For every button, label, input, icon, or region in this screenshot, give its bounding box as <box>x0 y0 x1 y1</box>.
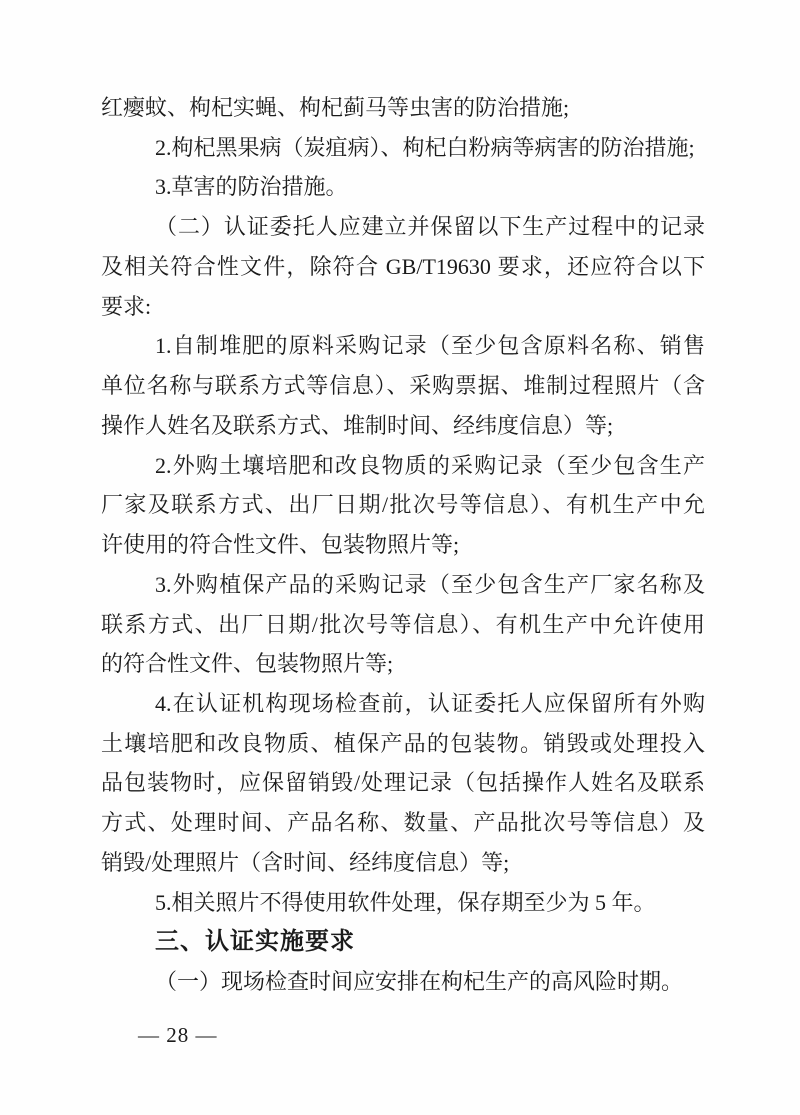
text-line: （二）认证委托人应建立并保留以下生产过程中的记录 <box>155 214 705 240</box>
text-line: 操作人姓名及联系方式、堆制时间、经纬度信息）等; <box>101 412 614 438</box>
text-line: 方式、处理时间、产品名称、数量、产品批次号等信息）及 <box>101 810 705 836</box>
text-line: 土壤培肥和改良物质、植保产品的包装物。销毁或处理投入 <box>101 730 705 756</box>
text-line: 品包装物时，应保留销毁/处理记录（包括操作人姓名及联系 <box>101 770 705 796</box>
text-line: 联系方式、出厂日期/批次号等信息）、有机生产中允许使用 <box>101 611 705 637</box>
text-line: 许使用的符合性文件、包装物照片等; <box>101 532 460 558</box>
text-content <box>101 88 705 1002</box>
text-line: 厂家及联系方式、出厂日期/批次号等信息）、有机生产中允 <box>101 492 705 518</box>
text-line: 要求: <box>101 293 152 319</box>
text-line: （一）现场检查时间应安排在枸杞生产的高风险时期。 <box>155 969 684 995</box>
text-line: 红瘿蚊、枸杞实蝇、枸杞蓟马等虫害的防治措施; <box>101 95 570 120</box>
text-line: 3.草害的防治措施。 <box>155 174 348 200</box>
text-line: 2.枸杞黑果病（炭疽病）、枸杞白粉病等病害的防治措施; <box>155 134 695 160</box>
text-line: 4.在认证机构现场检查前，认证委托人应保留所有外购 <box>155 691 705 717</box>
text-line: 3.外购植保产品的采购记录（至少包含生产厂家名称及 <box>155 571 705 597</box>
text-line: 5.相关照片不得使用软件处理，保存期至少为 5 年。 <box>155 889 656 915</box>
text-line: 及相关符合性文件，除符合 GB/T19630 要求，还应符合以下 <box>101 253 705 279</box>
text-line: 1.自制堆肥的原料采购记录（至少包含原料名称、销售 <box>155 333 705 359</box>
text-line: 销毁/处理照片（含时间、经纬度信息）等; <box>101 849 510 875</box>
text-line: 2.外购土壤培肥和改良物质的采购记录（至少包含生产 <box>155 452 705 478</box>
text-line: 单位名称与联系方式等信息）、采购票据、堆制过程照片（含 <box>101 373 705 399</box>
section-heading: 三、认证实施要求 <box>155 928 355 956</box>
text-line: 的符合性文件、包装物照片等; <box>101 651 394 677</box>
page-number: — 28 — <box>138 1023 218 1047</box>
